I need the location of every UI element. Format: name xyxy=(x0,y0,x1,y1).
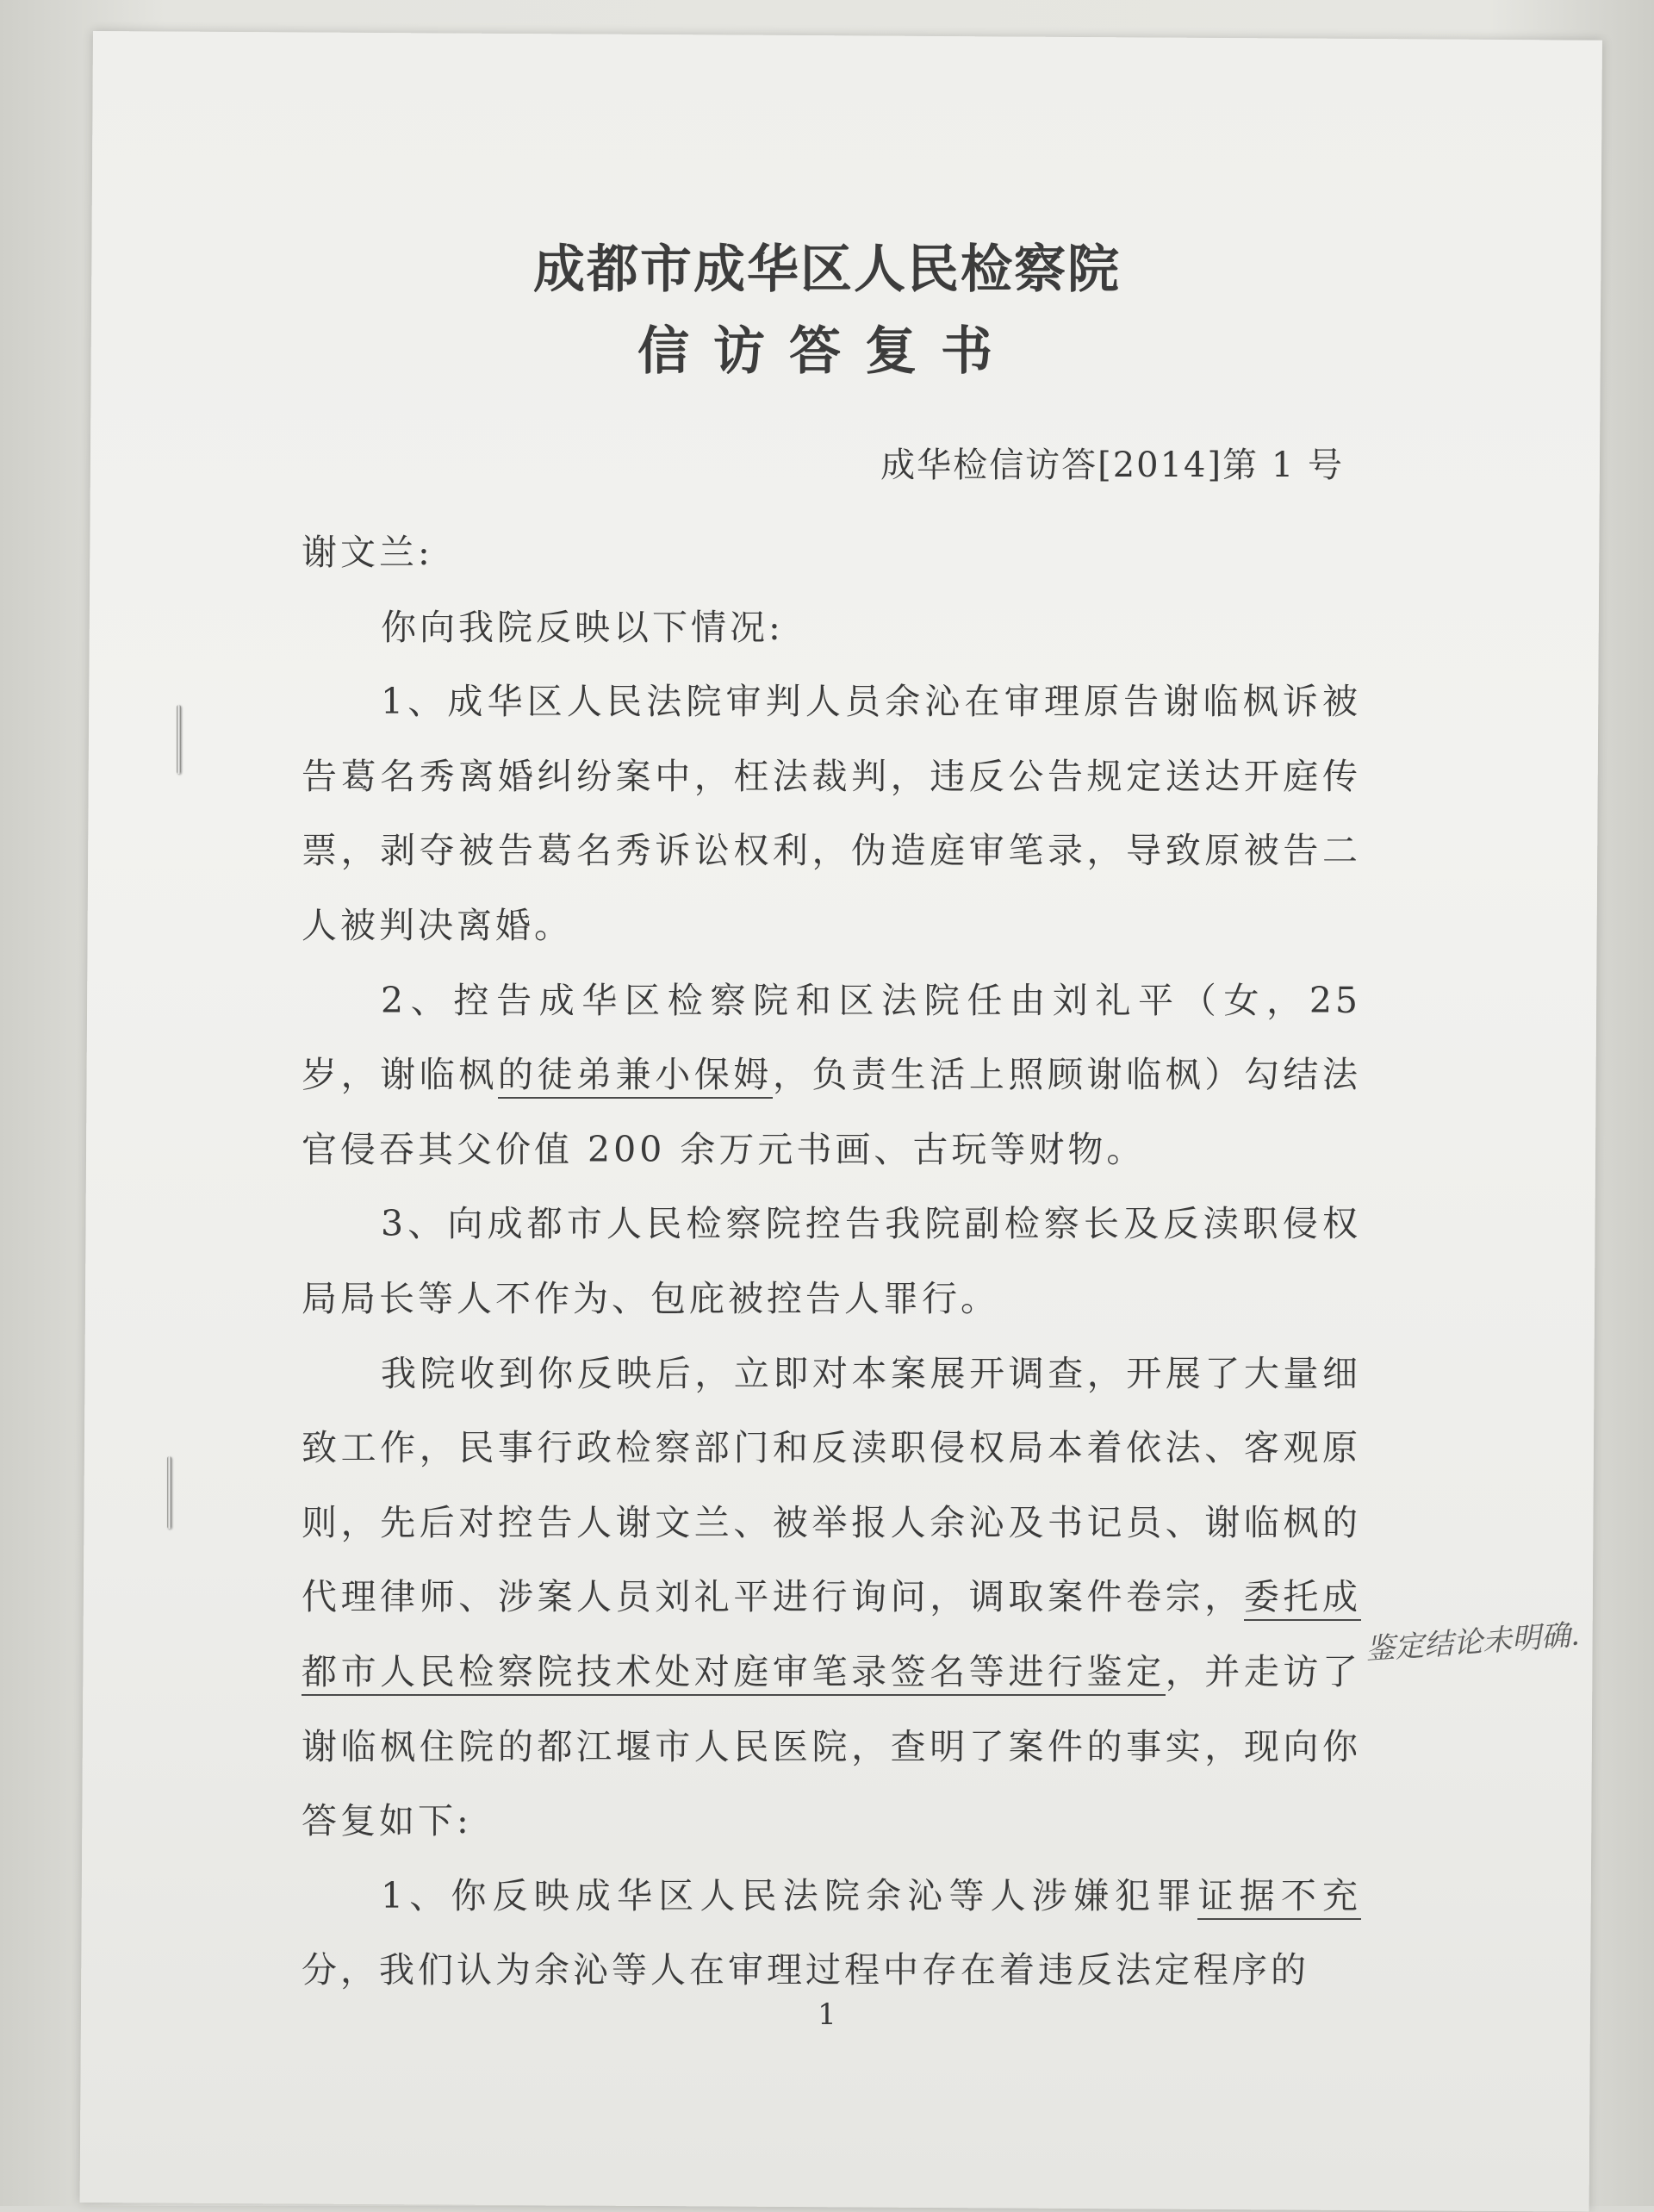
complaint-item-1: 1、成华区人民法院审判人员余沁在审理原告谢临枫诉被告葛名秀离婚纠纷案中，枉法裁判，违反公告规定送达开庭传票，剥夺被告葛名秀诉讼权利，伪造庭审笔录，导致原被告二人被判决离婚。 xyxy=(302,681,1361,946)
underlined-phrase-apprentice: 的徒弟兼小保姆 xyxy=(498,1054,773,1099)
reply-item-1-text-a: 1、你反映成华区人民法院余沁等人涉嫌犯罪 xyxy=(381,1874,1198,1916)
investigation-text-b: ，并走访了谢临枫住院的都江堰市人民医院，查明了案件的事实，现向你答复如下: xyxy=(302,1650,1362,1842)
intro-paragraph: 你向我院反映以下情况: xyxy=(381,606,784,648)
investigation-paragraph xyxy=(302,1337,1361,1859)
underlined-phrase-evidence: 证据不充 xyxy=(1197,1875,1361,1920)
reply-item-1 xyxy=(302,1859,1361,2008)
salutation: 谢文兰: xyxy=(302,532,433,573)
document-subtitle: 信访答复书 xyxy=(637,321,1017,382)
document-title: 成都市成华区人民检察院 xyxy=(533,240,1121,300)
document-body xyxy=(302,515,1361,2008)
page-number: 1 xyxy=(818,1997,836,2032)
reply-item-1-text-b: 分，我们认为余沁等人在审理过程中存在着违反法定程序的 xyxy=(302,1949,1309,1991)
complaint-item-2 xyxy=(302,963,1361,1187)
complaint-item-2-text-a: 2、控告成华区检察院和区法院任由刘礼平（女，25 岁，谢临枫 xyxy=(302,979,1361,1096)
complaint-item-3: 3、向成都市人民检察院控告我院副检察长及反渎职侵权局局长等人不作为、包庇被控告人罪行。 xyxy=(302,1203,1361,1319)
underlined-phrase-appraisal: 委托成都市人民检察院技术处对庭审笔录签名等进行鉴定 xyxy=(302,1576,1361,1696)
handwritten-margin-note: 鉴定结论未明确. xyxy=(1364,1617,1581,1667)
document-number: 成华检信访答[2014]第 1 号 xyxy=(880,446,1344,485)
staple-bottom xyxy=(167,1456,171,1529)
investigation-text-a: 我院收到你反映后，立即对本案展开调查，开展了大量细致工作，民事行政检察部门和反渎职侵权局本着依法、客观原则，先后对控告人谢文兰、被举报人余沁及书记员、谢临枫的代理律师、涉案人员刘礼平进行询问，调取案件卷宗， xyxy=(302,1352,1361,1618)
complaint-item-2-text-b: ，负责生活上照顾谢临枫）勾结法官侵吞其父价值 200 余万元书画、古玩等财物。 xyxy=(302,1054,1362,1170)
staple-top xyxy=(177,705,181,774)
